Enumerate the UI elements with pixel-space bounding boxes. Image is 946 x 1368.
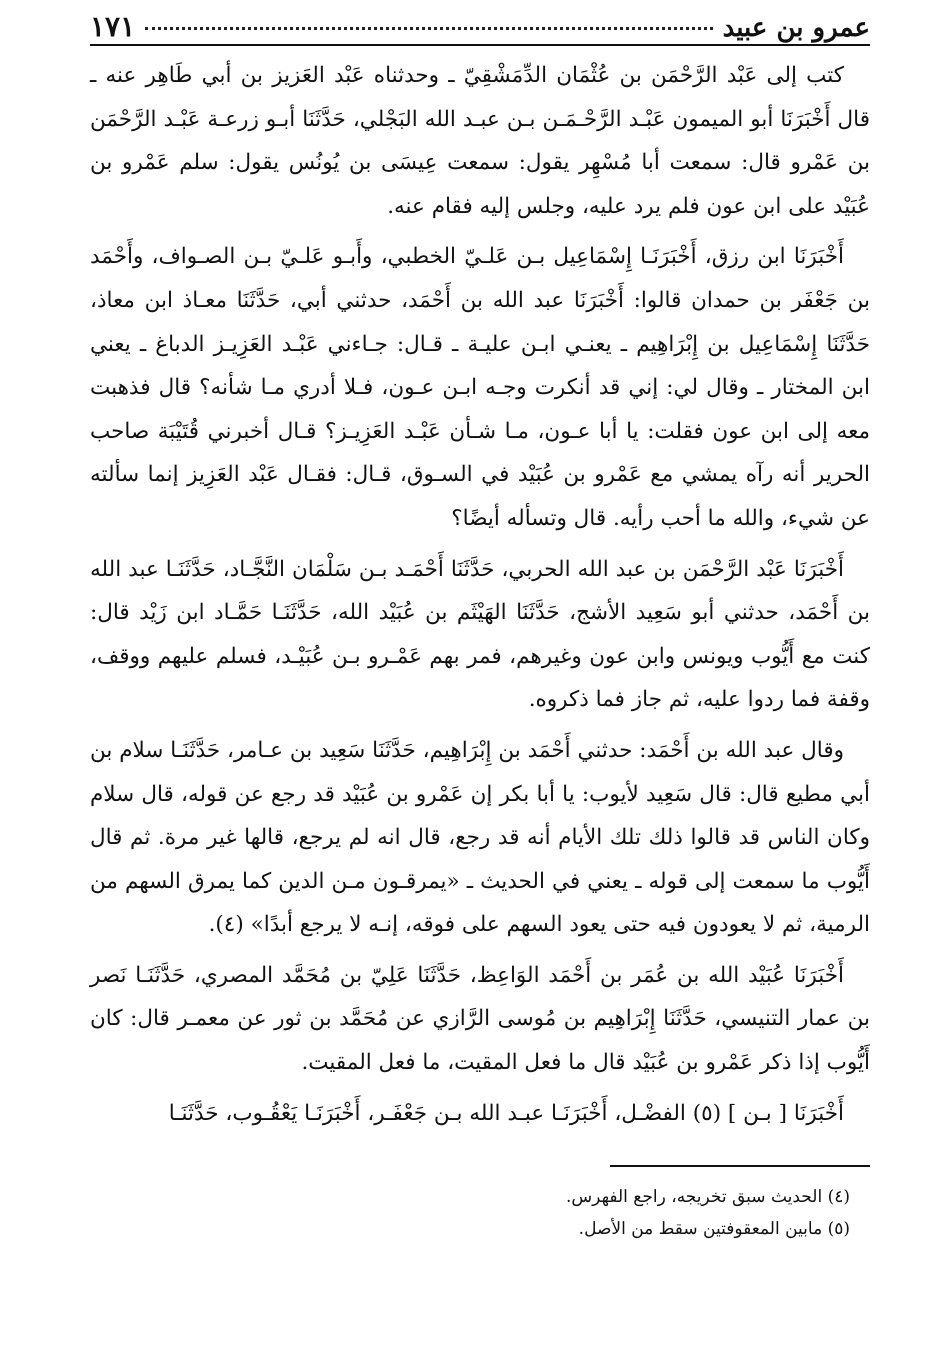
- paragraph: كتب إلى عَبْد الرَّحْمَن بن عُثْمَان الدِّمَشْقِيّ ـ وحدثناه عَبْد العَزيز بن أبي طَاهِر عنه ـ قال أَخْبَرَنَا أبو الميمون عَبْـد الرَّحْـمَـن بـن عبـد الله البَجْلي، حَدَّثَنَا أبـو زرعـة عَبْـد الرَّحْمَن بن عَمْرو قال: سمعت أبا مُسْهِر يقول: سمعت عِيسَى بن يُونُس يقول: سلم عَمْرو بن عُبَيْد على ابن عون فلم يرد عليه، وجلس إليه فقام عنه.: [90, 63, 870, 219]
- footnote-item: (٤) الحديث سبق تخريجه، راجع الفهرس.: [566, 1187, 850, 1208]
- document-page: [90, 10, 870, 1360]
- running-header: [90, 10, 870, 46]
- footnote-item: (٥) مابين المعقوفتين سقط من الأصل.: [578, 1219, 850, 1240]
- body-text: [90, 54, 870, 1135]
- paragraph: أَخْبَرَنَا ابن رزق، أَخْبَرَنَـا إِسْمَاعِيل بـن عَلـيّ الخطبي، وأَبـو عَلـيّ بـن الصـواف، وأَحْمَد بن جَعْفَر بن حمدان قالوا: أَخْبَرَنَا عبد الله بن أَحْمَد، حدثني أبي، حَدَّثَنَا معـاذ ابن معاذ، حَدَّثَنَا إِسْمَاعِيل بن إِبْرَاهِيم ـ يعنـي ابـن عليـة ـ قـال: جـاءني عَبْـد العَزِيـز الدباغ ـ يعني ابن المختار ـ وقال لي: إني قد أنكرت وجـه ابـن عـون، فـلا أدري مـا شأنه؟ قال فذهبت معه إلى ابن عون فقلت: يا أبا عـون، مـا شـأن عَبْـد العَزِيـز؟ قـال أخبرني قُتَيْبَة صاحب الحرير أنه رآه يمشي مع عَمْرو بن عُبَيْد في السـوق، قـال: فقـال عَبْد العَزِيز إنما سألته عن شيء، والله ما أحب رأيه. قال وتسأله أيضًا؟: [90, 244, 870, 531]
- footnote-separator: [610, 1165, 870, 1167]
- paragraph: أَخْبَرَنَا عُبَيْد الله بن عُمَر بن أَحْمَد الوَاعِظ، حَدَّثَنَا عَلِيّ بن مُحَمَّد المصري، حَدَّثَنَـا نَصر بن عمار التنيسي، حَدَّثَنَا إِبْرَاهِيم بن مُوسى الرَّازي عن مُحَمَّد بن ثور عن معمـر قال: كان أَيُّوب إذا ذكر عَمْرو بن عُبَيْد قال ما فعل المقيت، ما فعل المقيت.: [90, 962, 870, 1076]
- page-number: ١٧١: [90, 10, 136, 43]
- paragraph: وقال عبد الله بن أَحْمَد: حدثني أَحْمَد بن إِبْرَاهِيم، حَدَّثَنَا سَعِيد بن عـامر، حَدَّثَنَـا سلام بن أبي مطيع قال: قال سَعِيد لأيوب: يا أبا بكر إن عَمْرو بن عُبَيْد قد رجع عن قوله، قال سلام وكان الناس قد قالوا ذلك تلك الأيام أنه قد رجع، قال انه لم يرجع، قالها غير مرة. ثم قال أَيُّوب ما سمعت إلى قوله ـ يعني في الحديث ـ «يمرقـون مـن الدين كما يمرق السهم من الرمية، ثم لا يعودون فيه حتى يعود السهم على فوقه، إنـه لا يرجع أبدًا» (٤).: [90, 737, 870, 938]
- paragraph: أَخْبَرَنَا [ بـن ] (٥) الفضْـل، أَخْبَرَنَـا عبـد الله بـن جَعْفَـر، أَخْبَرَنَـا يَعْقُـوب، حَدَّثَنَـا: [168, 1100, 844, 1126]
- header-leader-dots: [145, 27, 712, 30]
- header-title: عمرو بن عبيد: [722, 13, 870, 43]
- paragraph: أَخْبَرَنَا عَبْد الرَّحْمَن بن عبد الله الحربي، حَدَّثَنَا أَحْمَـد بـن سَلْمَان النَّجَّـاد، حَدَّثَنَـا عبد الله بن أَحْمَد، حدثني أبو سَعِيد الأشج، حَدَّثَنَا الهَيْثَم بن عُبَيْد الله، حَدَّثَنَـا حَمَّـاد ابن زَيْد قال: كنت مع أَيُّوب ويونس وابن عون وغيرهم، فمر بهم عَمْـرو بـن عُبَيْـد، فسلم عليهم ووقف، وقفة فما ردوا عليه، ثم جاز فما ذكروه.: [90, 556, 870, 713]
- footnotes: [90, 1181, 870, 1245]
